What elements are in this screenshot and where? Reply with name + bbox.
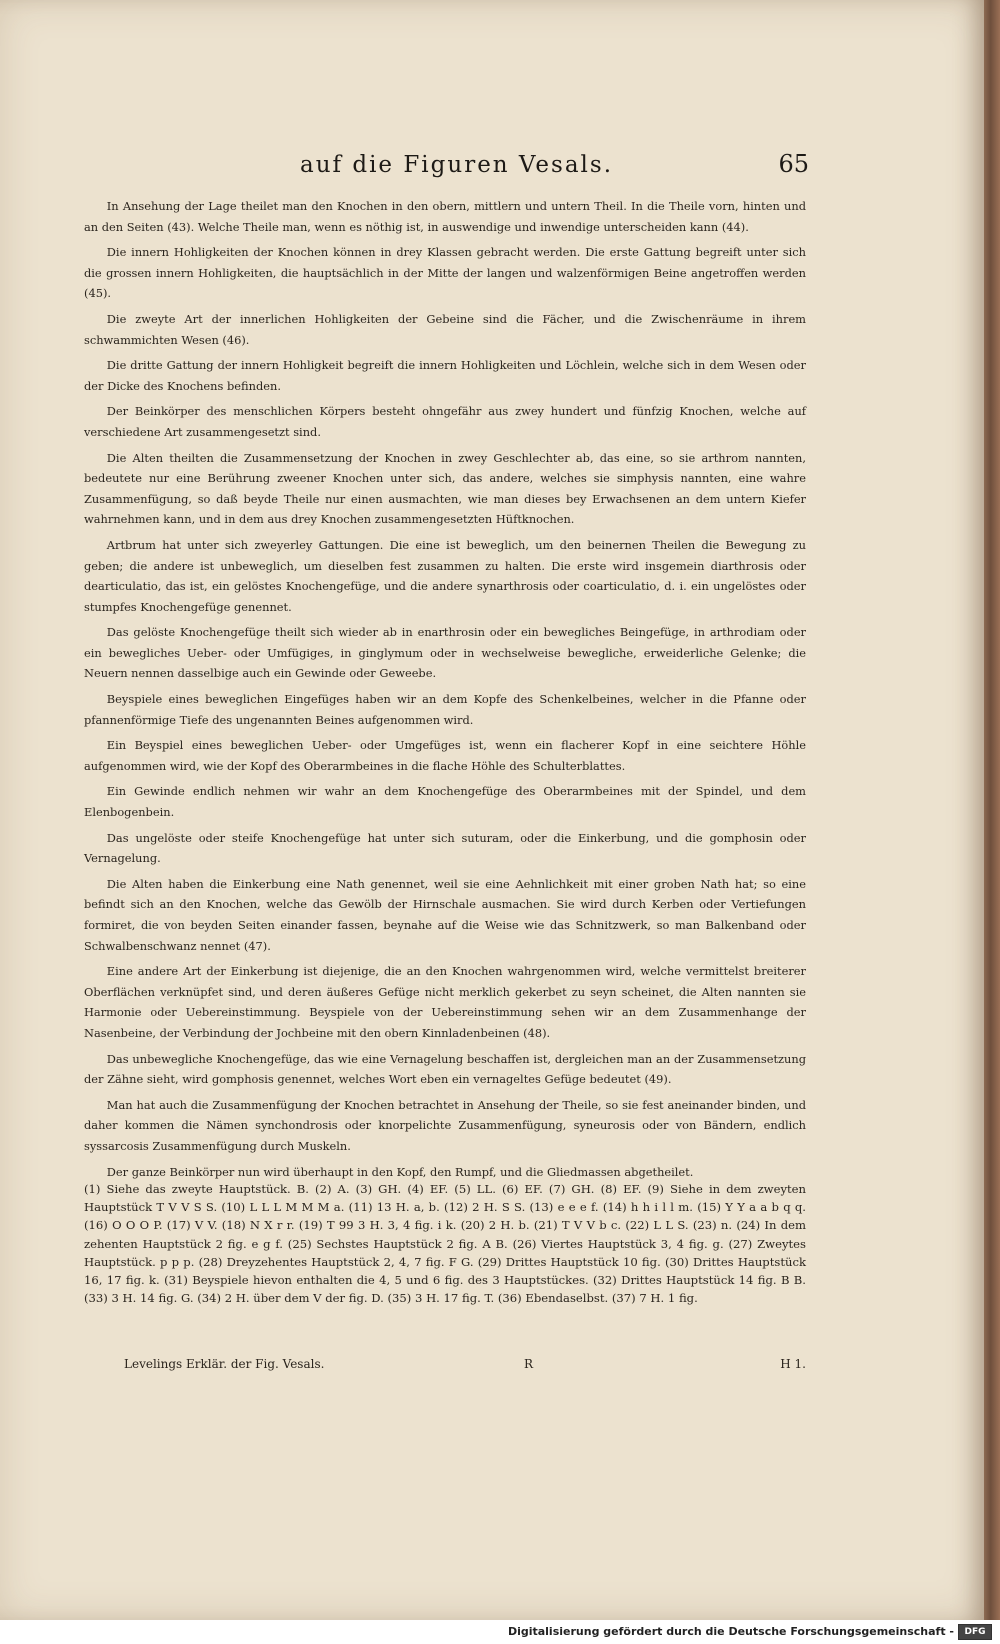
paragraph: Das ungelöste oder steife Knochengefüge hat unter sich suturam, oder die Einkerbung, und die gomphosin oder Vernagelung. xyxy=(84,830,806,866)
paragraph: Das gelöste Knochengefüge theilt sich wieder ab in enarthrosin oder ein bewegliches Beingefüge, in arthrodiam oder ein bewegliches Ueber- oder Umfügiges, in ginglymum oder in wechselweise bewegliche, erweiderliche Gelenke; die Neuern nennen dasselbige auch ein Gewinde oder Geweebe. xyxy=(84,625,806,681)
book-edge xyxy=(984,0,1000,1620)
paragraph: Ein Gewinde endlich nehmen wir wahr an dem Knochengefüge des Oberarmbeines mit der Spindel, und dem Elenbogenbein. xyxy=(84,784,806,820)
signature-mark: R xyxy=(524,1357,534,1371)
paragraph: Man hat auch die Zusammenfügung der Knochen betrachtet in Ansehung der Theile, so sie fest aneinander binden, und daher kommen die Nämen synchondrosis oder knorpelichte Zusammenfügung, syneurosis oder von Bändern, endlich syssarcosis Zusammenfügung durch Muskeln. xyxy=(84,1097,806,1153)
paragraph: Der ganze Beinkörper nun wird überhaupt in den Kopf, den Rumpf, und die Gliedmassen abgetheilet. xyxy=(106,1164,694,1179)
gathering-mark: H 1. xyxy=(780,1357,806,1371)
paragraph: Die innern Hohligkeiten der Knochen können in drey Klassen gebracht werden. Die erste Gattung begreift unter sich die grossen innern Hohligkeiten, die hauptsächlich in der Mitte der langen und walzenförmigen Beine angetroffen werden (45). xyxy=(84,245,806,301)
paragraph: Das unbewegliche Knochengefüge, das wie eine Vernagelung beschaffen ist, dergleichen man an der Zusammensetzung der Zähne sieht, wird gomphosis genennet, welches Wort eben ein vernageltes Gefüge bedeutet (49). xyxy=(84,1051,806,1087)
page-footer xyxy=(124,1357,806,1377)
footnotes: (1) Siehe das zweyte Hauptstück. B. (2) A. (3) GH. (4) EF. (5) LL. (6) EF. (7) GH. (8) EF. (9) Siehe in dem zweyten Hauptstück T V V S S. (10) L L L M M M a. (11) 13 H. a, b. (12) 2 H. S S. (13) e e e f. (14) h h i l l m. (15) Y Y a a b q q. (16) O O O P. (17) V V. (18) N X r r. (19) T 99 3 H. 3, 4 fig. i k. (20) 2 H. b. (21) T V V b c. (22) L L S. (23) n. (24) In dem zehenten Hauptstück 2 fig. e g f. (25) Sechstes Hauptstück 2 fig. A B. (26) Viertes Hauptstück 3, 4 fig. g. (27) Zweytes Hauptstück. p p p. (28) Dreyzehentes Hauptstück 2, 4, 7 fig. F G. (29) Drittes Hauptstück 10 fig. (30) Drittes Hauptstück 16, 17 fig. k. (31) Beyspiele hievon enthalten die 4, 5 und 6 fig. des 3 Hauptstückes. (32) Drittes Hauptstück 14 fig. B B. (33) 3 H. 14 fig. G. (34) 2 H. über dem V der fig. D. (35) 3 H. 17 fig. T. (36) Ebendaselbst. (37) 7 H. 1 fig. xyxy=(84,1182,806,1306)
dfg-credit-text: Digitalisierung gefördert durch die Deutsche Forschungsgemeinschaft - xyxy=(507,1625,954,1638)
paragraph: Die Alten theilten die Zusammensetzung der Knochen in zwey Geschlechter ab, das eine, so sie arthrom nannten, bedeutete nur eine Berührung zweener Knochen unter sich, das andere, welches sie simphysis nannten, eine wahre Zusammenfügung, so daß beyde Theile nur einen ausmachten, wie man dieses bey Erwachsenen an dem untern Kiefer wahrnehmen kann, und in dem aus drey Knochen zusammengesetzten Hüftknochen. xyxy=(84,450,806,527)
dfg-logo-icon: DFG xyxy=(958,1624,992,1640)
paragraph: Ein Beyspiel eines beweglichen Ueber- oder Umgefüges ist, wenn ein flacherer Kopf in eine seichtere Höhle aufgenommen wird, wie der Kopf des Oberarmbeines in die flache Höhle des Schulterblattes. xyxy=(84,738,806,773)
page-number: 65 xyxy=(778,150,809,178)
body-text xyxy=(84,196,806,1187)
paragraph: Der Beinkörper des menschlichen Körpers besteht ohngefähr aus zwey hundert und fünfzig Knochen, welche auf verschiedene Art zusammengesetzt sind. xyxy=(84,404,806,439)
paragraph: Eine andere Art der Einkerbung ist diejenige, die an den Knochen wahrgenommen wird, welche vermittelst breiterer Oberflächen verknüpfet sind, und deren äußeres Gefüge nicht merklich gekerbet zu seyn scheinet, die Alten nannten sie Harmonie oder Uebereinstimmung. Beyspiele von der Uebereinstimmung sehen wir an dem Zusammenhange der Nasenbeine, der Verbindung der Jochbeine mit den obern Kinnladenbeinen (48). xyxy=(84,964,806,1040)
paragraph: Die dritte Gattung der innern Hohligkeit begreift die innern Hohligkeiten und Löchlein, welche sich in dem Wesen oder der Dicke des Knochens befinden. xyxy=(84,358,806,393)
footer-catchline: Levelings Erklär. der Fig. Vesals. xyxy=(124,1357,325,1371)
page-header xyxy=(100,150,809,192)
paragraph: Artbrum hat unter sich zweyerley Gattungen. Die eine ist beweglich, um den beinernen Theilen die Bewegung zu geben; die andere ist unbeweglich, um dieselben fest zusammen zu halten. Die erste wird insgemein diarthrosis oder dearticulatio, das ist, ein gelöstes Knochengefüge, und die andere synarthrosis oder coarticulatio, d. i. ein ungelöstes oder stumpfes Knochengefüge genennet. xyxy=(84,537,806,614)
paragraph: Die Alten haben die Einkerbung eine Nath genennet, weil sie eine Aehnlichkeit mit einer groben Nath hat; so eine befindt sich an den Knochen, welche das Gewölb der Hirnschale ausmachen. Sie wird durch Kerben oder Vertiefungen formiret, die von beyden Seiten einander fassen, beynahe auf die Weise wie das Schnitzwerk, so man Balkenband oder Schwalbenschwanz nennet (47). xyxy=(84,876,806,953)
paragraph: Die zweyte Art der innerlichen Hohligkeiten der Gebeine sind die Fächer, und die Zwischenräume in ihrem schwammichten Wesen (46). xyxy=(84,311,806,347)
paragraph: In Ansehung der Lage theilet man den Knochen in den obern, mittlern und untern Theil. In die Theile vorn, hinten und an den Seiten (43). Welche Theile man, wenn es nöthig ist, in auswendige und inwendige unterscheiden kann (44). xyxy=(84,199,806,234)
running-title: auf die Figuren Vesals. xyxy=(300,152,614,178)
paragraph: Beyspiele eines beweglichen Eingefüges haben wir an dem Kopfe des Schenkelbeines, welcher in die Pfanne oder pfannenförmige Tiefe des ungenannten Beines aufgenommen wird. xyxy=(84,692,806,727)
